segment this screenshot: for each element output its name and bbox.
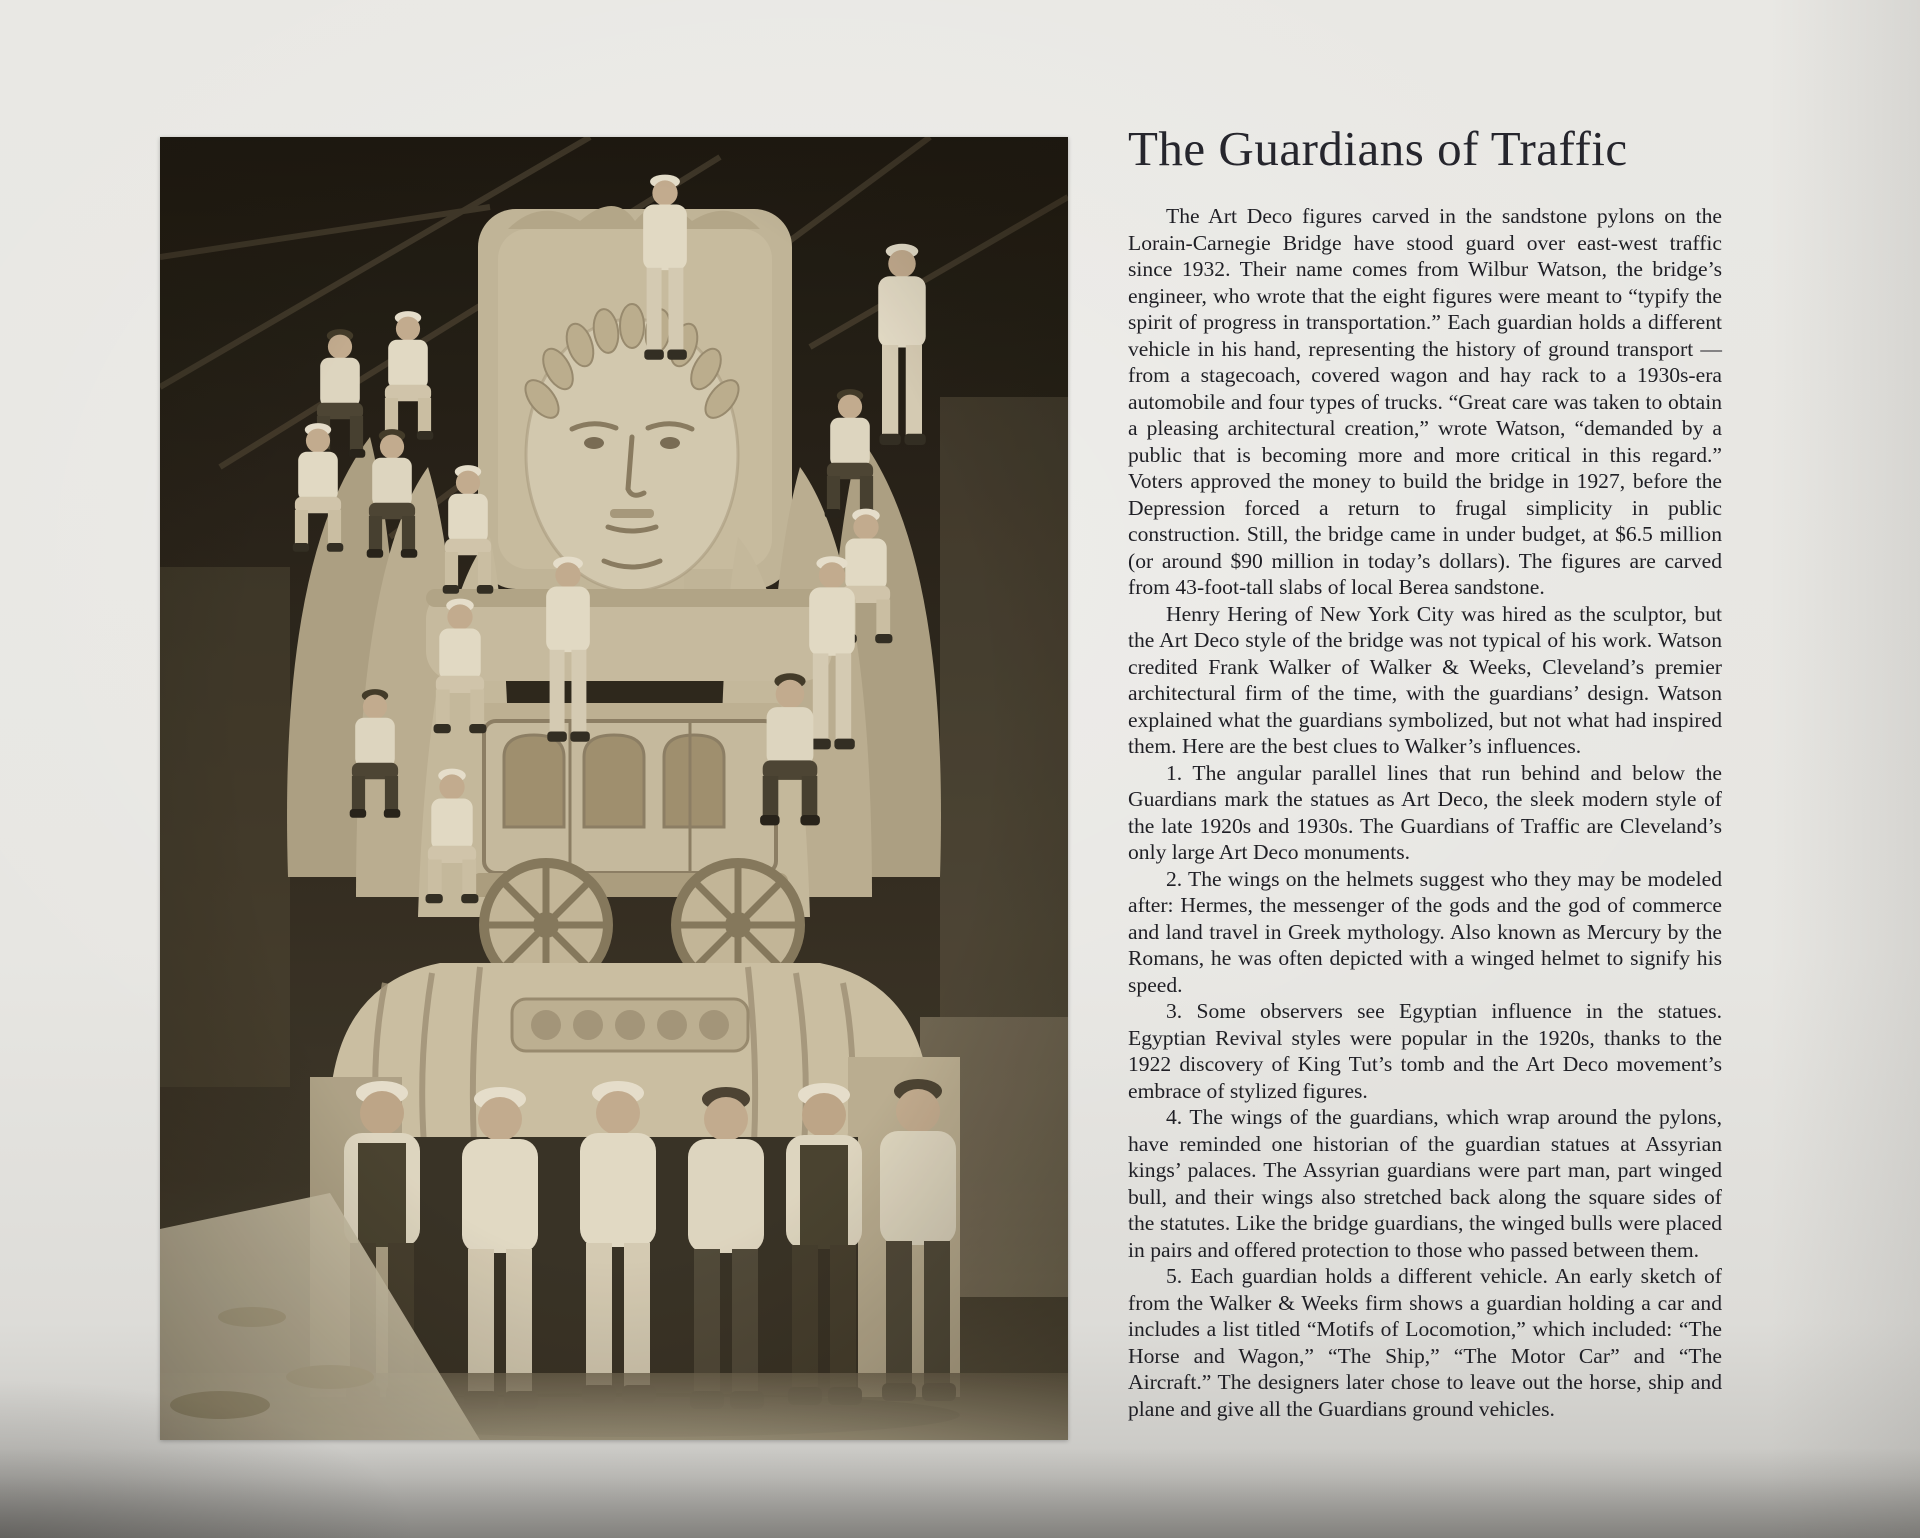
body-paragraph: 4. The wings of the guardians, which wrap around the pylons, have reminded one historian of the guardian statues at Assyrian kings’ palaces. The Assyrian guardians were part man, part winged bull, and their wings also stretched back along the square sides of the statutes. Like the bridge guardians, the winged bulls were placed in pairs and offered protection to those who passed between them. <box>1128 1105 1722 1262</box>
body-paragraph: 1. The angular parallel lines that run behind and below the Guardians mark the statues as Art Deco, the sleek modern style of the late 1920s and 1930s. The Guardians of Traffic are Cleveland’s only large Art Deco monuments. <box>1128 760 1722 864</box>
article-column <box>1128 120 1722 1422</box>
page-edge-shadow-bottom <box>0 1448 1920 1538</box>
sepia-wash <box>160 137 1068 1440</box>
body-paragraph: 2. The wings on the helmets suggest who they may be modeled after: Hermes, the messenger of the gods and the god of commerce and land travel in Greek mythology. Also known as Mercury by the Romans, he was often depicted with a winged helmet to signify his speed. <box>1128 866 1722 997</box>
body-paragraph: 3. Some observers see Egyptian influence in the statues. Egyptian Revival styles were popular in the 1920s, thanks to the 1922 discovery of King Tut’s tomb and the Art Deco movement’s embrace of stylized figures. <box>1128 999 1722 1103</box>
guardians-photo <box>160 137 1068 1440</box>
body-paragraph: The Art Deco figures carved in the sandstone pylons on the Lorain-Carnegie Bridge have stood guard over east-west traffic since 1932. Their name comes from Wilbur Watson, the bridge’s engineer, who wrote that the eight figures were meant to “typify the spirit of progress in transportation.” Each guardian holds a different vehicle in his hand, representing the history of ground transport — from a stagecoach, covered wagon and hay rack to a 1930s-era automobile and four types of trucks. “Great care was taken to obtain a pleasing architectural creation,” wrote Watson, “demanded by a public that is becoming more and more critical in this regard.” Voters approved the money to build the bridge in 1927, before the Depression forced a return to frugal simplicity in public construction. Still, the bridge came in under budget, at $6.5 million (or around $90 million in today’s dollars). The figures are carved from 43-foot-tall slabs of local Berea sandstone. <box>1128 204 1722 599</box>
body-paragraph: Henry Hering of New York City was hired as the sculptor, but the Art Deco style of the bridge was not typical of his work. Watson credited Frank Walker of Walker & Weeks, Cleveland’s premier architectural firm of the time, with the guardians’ design. Watson explained what the guardians symbolized, but not what had inspired them. Here are the best clues to Walker’s influences. <box>1128 601 1722 758</box>
page-title: The Guardians of Traffic <box>1128 121 1628 176</box>
guardians-photo-illustration <box>160 137 1068 1440</box>
article-body <box>1128 203 1722 1422</box>
page-edge-shadow-right <box>1770 0 1920 1538</box>
body-paragraph: 5. Each guardian holds a different vehicle. An early sketch of from the Walker & Weeks firm shows a guardian holding a car and includes a list titled “Motifs of Locomotion,” which included: “The Horse and Wagon,” “The Ship,” “The Motor Car” and “The Aircraft.” The designers later chose to leave out the horse, ship and plane and give all the Guardians ground vehicles. <box>1128 1264 1722 1421</box>
